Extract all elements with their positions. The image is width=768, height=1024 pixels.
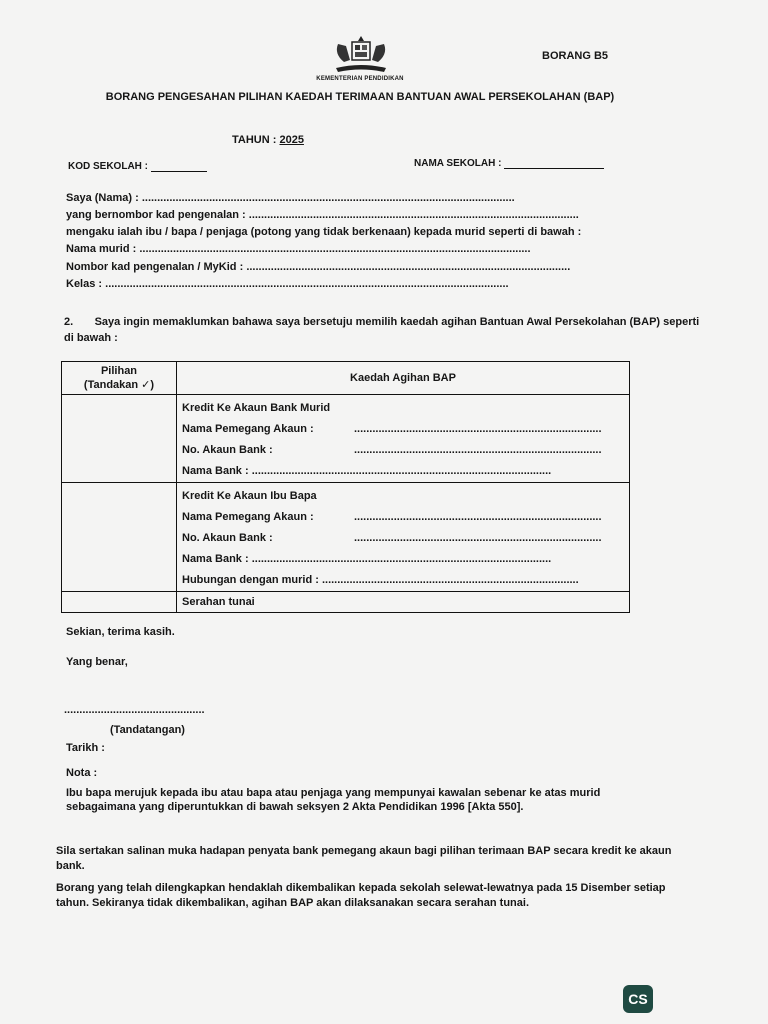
name-row bbox=[66, 192, 515, 204]
class-row bbox=[66, 278, 509, 290]
table-row bbox=[62, 395, 630, 483]
form-title: BORANG PENGESAHAN PILIHAN KAEDAH TERIMAAN BANTUAN AWAL PERSEKOLAHAN (BAP) bbox=[105, 91, 615, 103]
student-ic-field[interactable]: .......................................................................................................... bbox=[246, 261, 571, 273]
option3-title: Serahan tunai bbox=[177, 592, 630, 613]
school-code-label: KOD SEKOLAH : bbox=[68, 161, 148, 172]
choice-cell-option1[interactable] bbox=[62, 395, 177, 483]
ic-label: yang bernombor kad pengenalan : bbox=[66, 209, 246, 221]
school-code-row bbox=[68, 161, 207, 172]
ic-field[interactable]: ............................................................................................................ bbox=[248, 209, 579, 221]
option2-account-row bbox=[182, 528, 629, 549]
class-field[interactable]: .................................................................................................................................... bbox=[105, 278, 509, 290]
method-header: Kaedah Agihan BAP bbox=[177, 362, 630, 395]
option2-bank-field[interactable]: .................................................................................................. bbox=[251, 553, 552, 565]
table-row bbox=[62, 483, 630, 592]
option1-account-field[interactable]: ................................................................................. bbox=[354, 444, 602, 456]
closing-thanks: Sekian, terima kasih. bbox=[66, 626, 175, 638]
note-3: Borang yang telah dilengkapkan hendaklah dikembalikan kepada sekolah selewat-lewatnya pada 15 Disember setiap tahun. Sekiranya tidak dikembalikan, agihan BAP akan dilaksanakan secara serahan tunai. bbox=[56, 882, 666, 909]
section-2 bbox=[64, 314, 704, 346]
option2-account-field[interactable]: ................................................................................. bbox=[354, 532, 602, 544]
option2-relation-row bbox=[182, 570, 629, 591]
option1-holder-field[interactable]: ................................................................................. bbox=[354, 423, 602, 435]
table-row bbox=[62, 592, 630, 613]
student-name-field[interactable]: ................................................................................................................................ bbox=[139, 243, 531, 255]
closing-sincerely: Yang benar, bbox=[66, 656, 128, 668]
name-label: Saya (Nama) : bbox=[66, 192, 139, 204]
student-name-label: Nama murid : bbox=[66, 243, 137, 255]
choice-cell-option3[interactable] bbox=[62, 592, 177, 613]
option2-bank-label: Nama Bank : bbox=[182, 553, 249, 565]
option2-bank-row bbox=[182, 549, 629, 570]
option1-details bbox=[177, 395, 630, 483]
school-name-label: NAMA SEKOLAH : bbox=[414, 158, 502, 169]
school-name-row bbox=[414, 158, 604, 169]
form-code: BORANG B5 bbox=[542, 50, 609, 62]
bap-method-table bbox=[61, 361, 630, 613]
option2-holder-field[interactable]: ................................................................................. bbox=[354, 511, 602, 523]
option1-holder-label: Nama Pemegang Akaun : bbox=[182, 423, 314, 435]
section-2-text: Saya ingin memaklumkan bahawa saya bersetuju memilih kaedah agihan Bantuan Awal Persekolahan (BAP) seperti di bawah : bbox=[64, 316, 700, 344]
signature-label: (Tandatangan) bbox=[110, 724, 185, 736]
option2-details bbox=[177, 483, 630, 592]
option1-account-label: No. Akaun Bank : bbox=[182, 444, 273, 456]
year-label: TAHUN : bbox=[232, 134, 277, 146]
option2-relation-field[interactable]: .................................................................................... bbox=[321, 574, 579, 586]
option1-bank-field[interactable]: .................................................................................................. bbox=[251, 465, 552, 477]
date-label: Tarikh : bbox=[66, 742, 105, 754]
section-2-number: 2. bbox=[64, 316, 74, 328]
option2-title: Kredit Ke Akaun Ibu Bapa bbox=[182, 490, 317, 502]
choice-header bbox=[62, 362, 177, 395]
class-label: Kelas : bbox=[66, 278, 103, 290]
school-code-field[interactable] bbox=[151, 171, 207, 172]
ministry-name: KEMENTERIAN PENDIDIKAN bbox=[316, 76, 404, 82]
year-row bbox=[232, 134, 304, 146]
year-value: 2025 bbox=[279, 134, 304, 146]
table-header-row bbox=[62, 362, 630, 395]
camscanner-logo: CS bbox=[623, 985, 653, 1013]
ic-row bbox=[66, 209, 579, 221]
option2-holder-label: Nama Pemegang Akaun : bbox=[182, 511, 314, 523]
student-ic-row bbox=[66, 261, 570, 273]
choice-header-line2: (Tandakan ✓) bbox=[83, 379, 155, 391]
declare-row: mengaku ialah ibu / bapa / penjaga (potong yang tidak berkenaan) kepada murid seperti di bawah : bbox=[66, 226, 582, 238]
option2-relation-label: Hubungan dengan murid : bbox=[182, 574, 319, 586]
student-name-row bbox=[66, 243, 531, 255]
option1-account-row bbox=[182, 440, 629, 461]
option1-bank-row bbox=[182, 461, 629, 482]
option2-account-label: No. Akaun Bank : bbox=[182, 532, 273, 544]
school-name-field[interactable] bbox=[504, 168, 604, 169]
option1-bank-label: Nama Bank : bbox=[182, 465, 249, 477]
choice-cell-option2[interactable] bbox=[62, 483, 177, 592]
note-1: Ibu bapa merujuk kepada ibu atau bapa atau penjaga yang mempunyai kawalan sebenar ke atas murid sebagaimana yang diperuntukkan di bawah seksyen 2 Akta Pendidikan 1996 [Akta 550]. bbox=[66, 787, 601, 813]
option2-holder-row bbox=[182, 507, 629, 528]
choice-header-line1: Pilihan bbox=[100, 365, 138, 377]
notes-label: Nota : bbox=[66, 767, 98, 779]
option1-title: Kredit Ke Akaun Bank Murid bbox=[182, 402, 331, 414]
name-field[interactable]: .......................................................................................................................... bbox=[141, 192, 515, 204]
note-2: Sila sertakan salinan muka hadapan penyata bank pemegang akaun bagi pilihan terimaan BAP secara kredit ke akaun bank. bbox=[56, 845, 672, 872]
signature-line[interactable]: .............................................. bbox=[64, 704, 205, 716]
student-ic-label: Nombor kad pengenalan / MyKid : bbox=[66, 261, 244, 273]
option1-holder-row bbox=[182, 419, 629, 440]
malaysia-crest-icon bbox=[330, 34, 392, 76]
